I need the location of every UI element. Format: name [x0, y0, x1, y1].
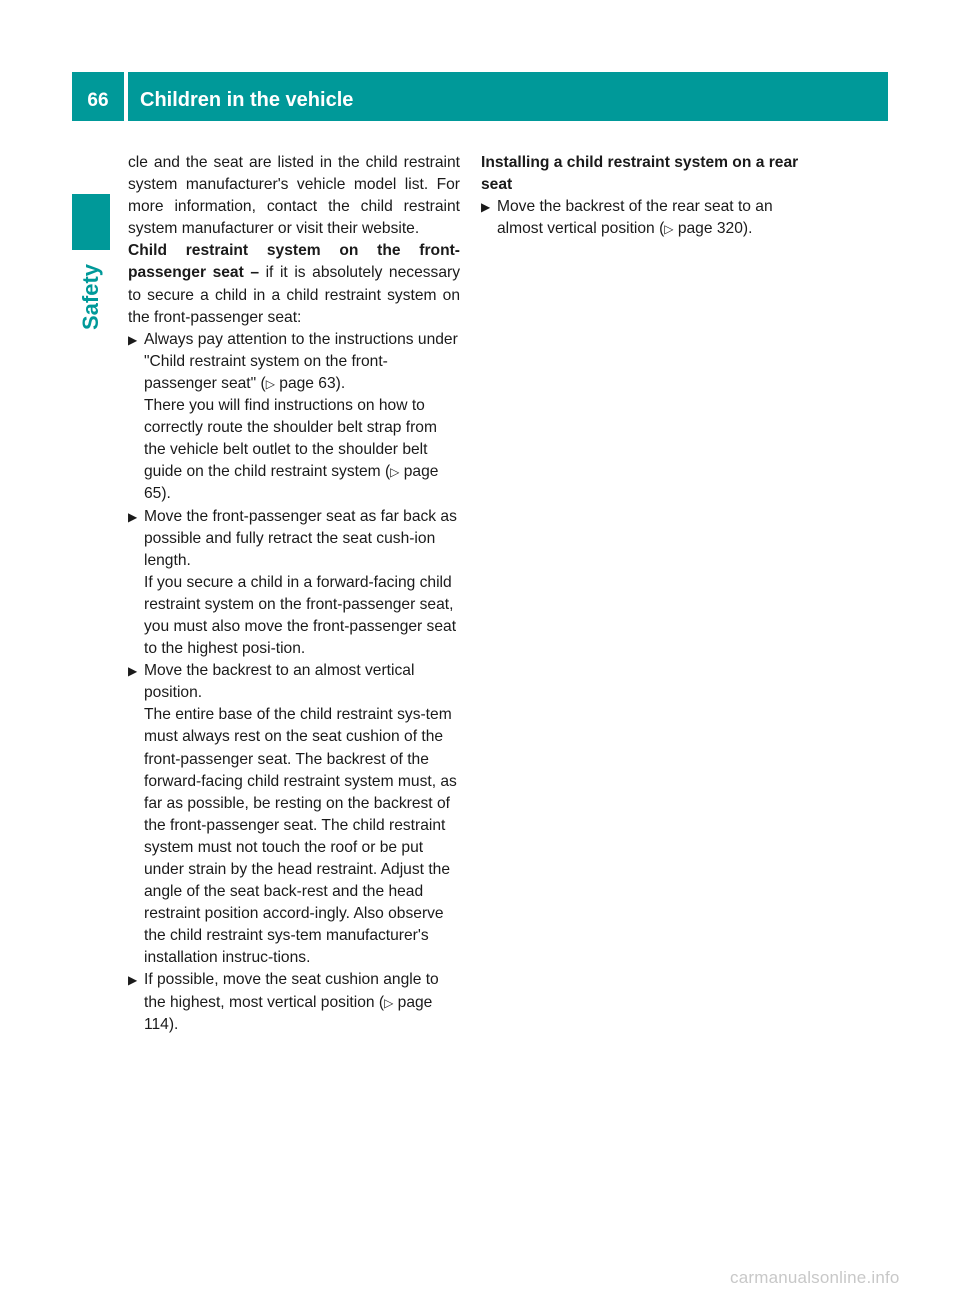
- subheading-bold: Child restraint system on the front-passenger seat –: [128, 242, 460, 282]
- step-text-a: If possible, move the seat cushion angle to the highest, most vertical position (: [144, 971, 439, 1011]
- step-detail: The entire base of the child restraint sys-tem must always rest on the seat cushion of the front-passenger seat. The backrest of the forward-facing child restraint system must, as far as possible, be resting on the backrest of the front-passenger seat. The child restraint system must not touch the roof or be put under strain by the head restraint. Adjust the angle of the seat back-rest and the head restraint position accord-ingly. Also observe the child restraint sys-tem manufacturer's installation instruc-tions.: [144, 706, 457, 967]
- step-detail-a: There you will find instructions on how to correctly route the shoulder belt strap from the vehicle belt outlet to the shoulder belt guide on the child restraint system (: [144, 397, 437, 481]
- step-text: Move the backrest to an almost vertical position.: [144, 662, 415, 702]
- step-text: Move the front-passenger seat as far back as possible and fully retract the seat cush-ion length.: [144, 507, 457, 569]
- page-ref-icon: ▷: [384, 995, 394, 1010]
- step-text: [497, 196, 813, 240]
- section-tab-label: [72, 252, 110, 342]
- left-column: [128, 152, 460, 1036]
- header-divider: [124, 72, 128, 121]
- section-heading: Installing a child restraint system on a rear seat: [481, 154, 799, 194]
- step-detail: If you secure a child in a forward-facing child restraint system on the front-passenger seat, you must also move the front-passenger seat to the highest posi-tion.: [144, 573, 457, 658]
- page-ref-link[interactable]: page 65).: [144, 463, 439, 503]
- chapter-title: Children in the vehicle: [140, 89, 354, 111]
- page-ref-icon: ▷: [265, 376, 275, 391]
- step-item: [128, 969, 460, 1035]
- footer-watermark: carmanualsonline.info: [730, 1268, 900, 1287]
- page-ref-icon: ▷: [390, 465, 400, 480]
- section-tab-text: Safety: [78, 263, 104, 331]
- intro-paragraph: cle and the seat are listed in the child restraint system manufacturer's vehicle model list. For more information, contact the child restraint system manufacturer or visit their website.: [128, 154, 460, 238]
- step-arrow-icon: ▶: [128, 509, 138, 524]
- page-number: 66: [87, 89, 109, 111]
- step-item: [128, 329, 460, 506]
- step-text: [144, 969, 460, 1035]
- subheading-rest: if it is absolutely necessary to secure a child in a child restraint system on the front-passenger seat:: [128, 264, 460, 326]
- step-item: [128, 660, 460, 969]
- page-ref-link[interactable]: page 320).: [673, 220, 753, 238]
- step-item: [481, 196, 813, 240]
- step-text-a: Always pay attention to the instructions under "Child restraint system on the front-passenger seat" (: [144, 330, 458, 392]
- right-column: [481, 152, 813, 240]
- subheading-paragraph: [128, 240, 460, 328]
- step-arrow-icon: ▶: [128, 973, 138, 988]
- step-arrow-icon: ▶: [128, 332, 138, 347]
- step-arrow-icon: ▶: [481, 200, 491, 215]
- step-text-a: Move the backrest of the rear seat to an almost vertical position (: [497, 198, 773, 238]
- page-ref-icon: ▷: [664, 222, 674, 237]
- page-ref-link[interactable]: page 114).: [144, 993, 433, 1033]
- step-item: [128, 506, 460, 661]
- step-arrow-icon: ▶: [128, 664, 138, 679]
- section-tab-marker: [72, 194, 110, 250]
- page-ref-link[interactable]: page 63).: [274, 374, 346, 392]
- step-text: [144, 329, 460, 395]
- step-detail: [144, 395, 460, 505]
